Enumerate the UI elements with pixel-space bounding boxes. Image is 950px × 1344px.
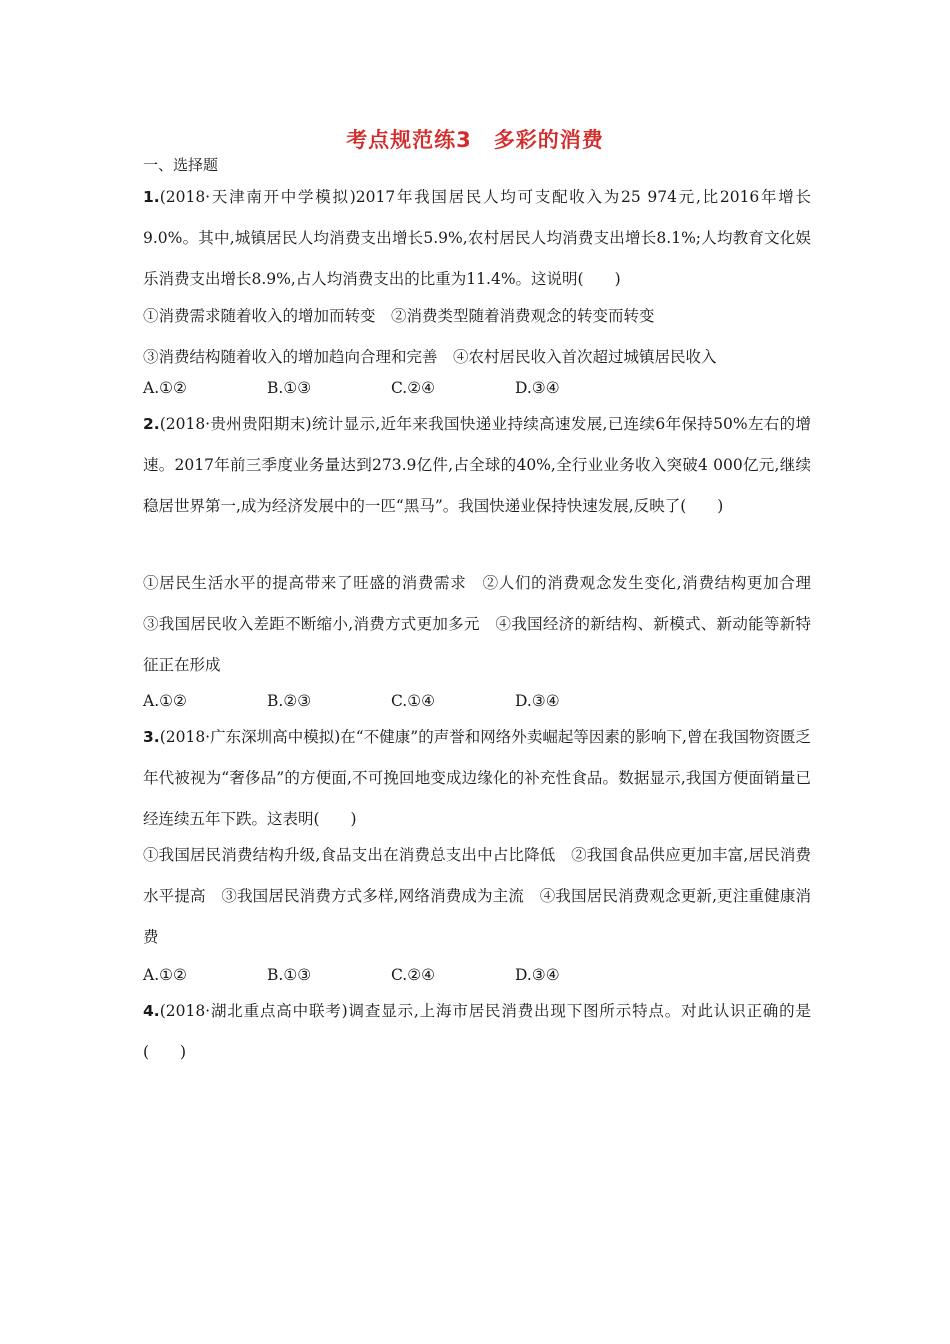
statement-line: ③消费结构随着收入的增加趋向合理和完善 ④农村居民收入首次超过城镇居民收入 (143, 348, 717, 366)
question-2-statements (143, 563, 827, 686)
option-c[interactable]: C.②④ (391, 379, 436, 397)
option-a[interactable]: A.①② (143, 379, 187, 397)
question-1-statements (143, 296, 811, 378)
question-2-options (143, 681, 811, 722)
question-number: 2. (143, 415, 160, 433)
option-c[interactable]: C.①④ (391, 692, 436, 710)
question-2 (143, 404, 811, 527)
section-heading: 一、选择题 (143, 156, 219, 174)
option-d[interactable]: D.③④ (515, 966, 560, 984)
statement-text: ①我国居民消费结构升级,食品支出在消费总支出中占比降低 ②我国食品供应更加丰富,居民消费水平提高 ③我国居民消费方式多样,网络消费成为主流 ④我国居民消费观念更新,更注重健康消费 (143, 846, 811, 946)
statement-text: ①居民生活水平的提高带来了旺盛的消费需求 ②人们的消费观念发生变化,消费结构更加合理 ③我国居民收入差距不断缩小,消费方式更加多元 ④我国经济的新结构、新模式、新动能等新特征正在形成 (143, 574, 827, 674)
page-title: 考点规范练3 多彩的消费 (346, 128, 604, 152)
question-stem: (2018·天津南开中学模拟)2017年我国居民人均可支配收入为25 974元,比2016年增长9.0%。其中,城镇居民人均消费支出增长5.9%,农村居民人均消费支出增长8.1%;人均教育文化娱乐消费支出增长8.9%,占人均消费支出的比重为11.4%。这说明( ) (143, 188, 811, 288)
question-1 (143, 177, 811, 300)
question-3-options (143, 955, 811, 996)
question-1-options (143, 368, 811, 409)
option-b[interactable]: B.①③ (267, 966, 312, 984)
question-number: 1. (143, 188, 160, 206)
option-d[interactable]: D.③④ (515, 379, 560, 397)
option-b[interactable]: B.②③ (267, 692, 312, 710)
option-b[interactable]: B.①③ (267, 379, 312, 397)
question-4 (143, 991, 811, 1073)
option-a[interactable]: A.①② (143, 966, 187, 984)
question-stem: (2018·广东深圳高中模拟)在“不健康”的声誉和网络外卖崛起等因素的影响下,曾在我国物资匮乏年代被视为“奢侈品”的方便面,不可挽回地变成边缘化的补充性食品。数据显示,我国方便面销量已经连续五年下跌。这表明( ) (143, 728, 811, 828)
statement-line: ①消费需求随着收入的增加而转变 ②消费类型随着消费观念的转变而转变 (143, 307, 655, 325)
question-stem: (2018·贵州贵阳期末)统计显示,近年来我国快递业持续高速发展,已连续6年保持50%左右的增速。2017年前三季度业务量达到273.9亿件,占全球的40%,全行业业务收入突破4 000亿元,继续稳居世界第一,成为经济发展中的一匹“黑马”。我国快递业保持快速发展,反映了( ) (143, 415, 811, 515)
question-3 (143, 717, 811, 840)
question-3-statements (143, 835, 811, 958)
question-stem: (2018·湖北重点高中联考)调查显示,上海市居民消费出现下图所示特点。对此认识正确的是( ) (143, 1002, 811, 1061)
question-number: 4. (143, 1002, 160, 1020)
option-a[interactable]: A.①② (143, 692, 187, 710)
option-d[interactable]: D.③④ (515, 692, 560, 710)
question-number: 3. (143, 728, 160, 746)
option-c[interactable]: C.②④ (391, 966, 436, 984)
